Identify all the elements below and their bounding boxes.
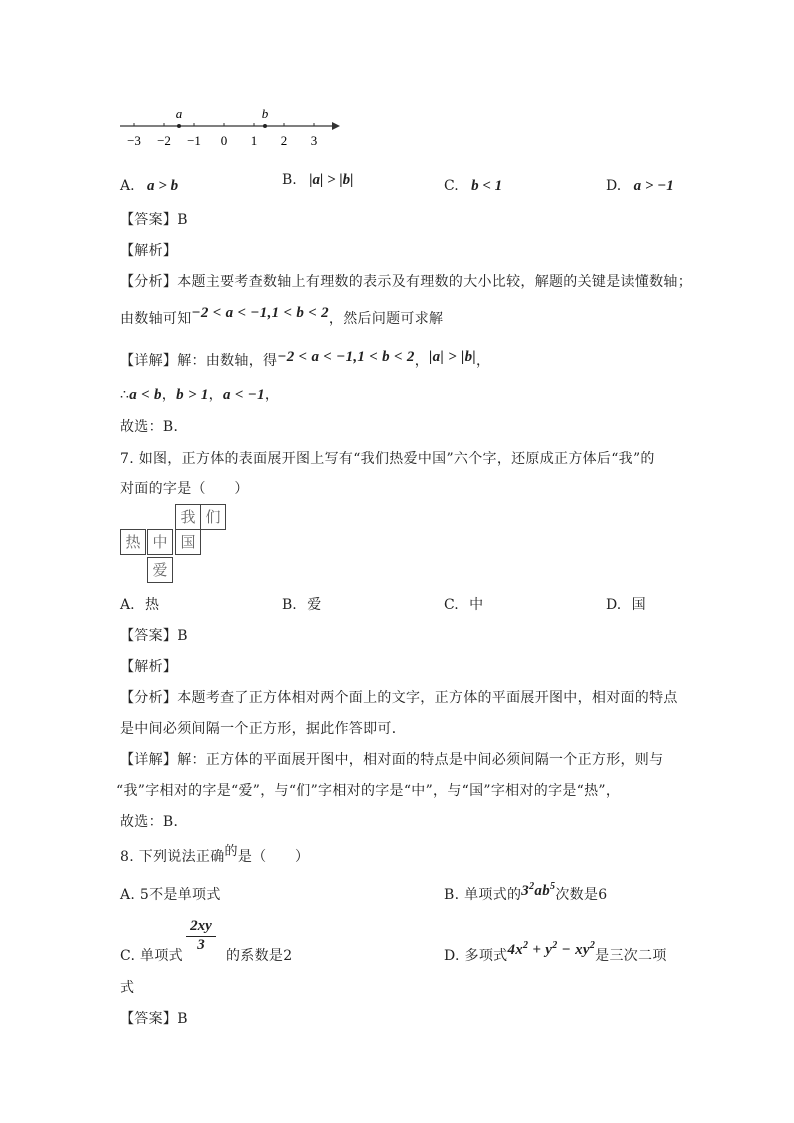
text-span: 8. 下列说法正确 [120, 849, 225, 865]
option-label: D. [606, 178, 622, 194]
math-part: ab [534, 883, 551, 899]
net-cell-zhong: 中 [147, 529, 173, 555]
number-line-figure [118, 104, 348, 150]
fraction-numerator: 2xy [186, 918, 216, 937]
math-expr [521, 883, 555, 899]
text-span: ， [476, 353, 491, 369]
option-text: 中 [469, 597, 484, 613]
text-span: 是三次二项 [595, 948, 667, 964]
tick-label: 0 [220, 133, 228, 148]
math-exp: 2 [552, 940, 558, 951]
q7-choose: 故选：B． [120, 814, 188, 830]
option-text: 爱 [307, 597, 322, 613]
q7-xiangjie-line2: “我”字相对的字是“爱”，与“们”字相对的字是“中”，与“国”字相对的字是“热”， [116, 783, 621, 799]
cube-net-figure [120, 504, 232, 584]
math-exp: 2 [529, 881, 535, 892]
option-math: a > −1 [633, 178, 674, 194]
q7-answer: 【答案】B [120, 628, 188, 644]
option-label: A. [120, 178, 135, 194]
text-span: ， [161, 387, 177, 403]
math-exp: 5 [550, 881, 556, 892]
math-expr [507, 942, 595, 958]
tick-label: −1 [187, 133, 201, 148]
tick-label: −2 [157, 133, 171, 148]
tick-label: 1 [250, 133, 258, 148]
text-span: ， [414, 353, 430, 369]
option-label: A. [120, 597, 135, 613]
option-label: B. [282, 172, 297, 188]
q8-option-d [444, 940, 667, 965]
point-a-label: a [175, 106, 183, 121]
math-expr: b > 1 [176, 387, 209, 403]
math-exp: 2 [523, 940, 529, 951]
q7-fenxi-line1: 【分析】本题考查了正方体相对两个面上的文字，正方体的平面展开图中，相对面的特点 [120, 690, 678, 706]
q8-option-d-wrap: 式 [120, 980, 135, 996]
option-text: 国 [631, 597, 646, 613]
math-abs: |a| > |b| [429, 349, 477, 365]
text-span: 是（ ） [237, 849, 310, 865]
math-part: + y [528, 942, 553, 958]
q6-answer: 【答案】B [120, 212, 188, 228]
q8-option-b [444, 881, 608, 904]
q7-option-a [120, 594, 159, 614]
math-inequality: −2 < a < −1,1 < b < 2 [277, 349, 415, 365]
q8-option-c-fraction [186, 918, 216, 954]
text-span: ，然后问题可求解 [328, 311, 444, 327]
point-b-dot [263, 124, 267, 128]
text-span: D. 多项式 [444, 948, 508, 964]
q7-question-line2: 对面的字是（ ） [120, 481, 249, 497]
q8-option-a: A. 5不是单项式 [120, 887, 221, 903]
q7-option-b [282, 594, 321, 614]
option-label: B. [282, 597, 297, 613]
q6-therefore [120, 384, 279, 404]
point-a-dot [177, 124, 181, 128]
math-part: 3 [521, 883, 530, 899]
point-b-label: b [261, 106, 269, 121]
math-part: − xy [557, 942, 590, 958]
option-label: C. [444, 597, 459, 613]
q6-choose: 故选：B． [120, 419, 188, 435]
math-part: 4x [507, 942, 524, 958]
text-span: B. 单项式的 [444, 887, 522, 903]
text-span: 次数是6 [555, 887, 608, 903]
text-span: ， [208, 387, 223, 403]
text-span: 【详解】解：由数轴，得 [120, 353, 278, 369]
net-cell-wo: 我 [175, 504, 201, 530]
option-math: a > b [147, 178, 179, 194]
tick-label: 3 [310, 133, 318, 148]
net-cell-ai: 爱 [147, 557, 173, 583]
tick-label: −3 [127, 133, 141, 148]
q6-option-d [606, 178, 674, 195]
q6-xiangjie [120, 350, 490, 370]
option-label: C. [444, 178, 459, 194]
option-text: 热 [145, 597, 160, 613]
fraction-denominator: 3 [197, 937, 205, 953]
q6-analysis-title: 【解析】 [120, 243, 178, 259]
therefore-symbol: ∴ [120, 387, 130, 403]
tick-label: 2 [280, 133, 288, 148]
q7-option-c [444, 594, 483, 614]
text-span: ， [264, 387, 280, 403]
q6-option-a [120, 178, 178, 195]
q8-answer: 【答案】B [120, 1011, 188, 1027]
option-label: D. [606, 597, 622, 613]
text-span: 由数轴可知 [120, 311, 192, 327]
q6-option-c [444, 178, 502, 195]
math-expr: a < −1 [222, 387, 265, 403]
q8-question [120, 846, 309, 866]
math-inequality: −2 < a < −1,1 < b < 2 [191, 305, 329, 321]
q8-option-c-text: 的系数是2 [226, 948, 293, 964]
q7-option-d [606, 594, 646, 614]
option-math: b < 1 [471, 178, 503, 194]
q7-analysis-title: 【解析】 [120, 659, 178, 675]
q8-option-c-label: C. 单项式 [120, 948, 183, 964]
net-cell-guo: 国 [175, 529, 201, 555]
text-span: 的 [224, 844, 238, 859]
q6-option-b [282, 172, 353, 189]
net-cell-re: 热 [120, 529, 146, 555]
q7-fenxi-line2: 是中间必须间隔一个正方形，据此作答即可． [120, 721, 406, 737]
option-math: |a| > |b| [309, 172, 354, 188]
q6-fenxi-line1: 【分析】本题主要考查数轴上有理数的表示及有理数的大小比较，解题的关键是读懂数轴； [120, 274, 692, 290]
math-exp: 2 [589, 940, 596, 951]
q6-fenxi-line2 [120, 305, 444, 328]
math-expr: a < b [129, 387, 162, 403]
net-cell-men: 们 [200, 504, 226, 530]
number-line-arrow [332, 122, 340, 130]
q7-question-line1: 7. 如图，正方体的表面展开图上写有“我们热爱中国”六个字，还原成正方体后“我”的 [120, 451, 655, 467]
q7-xiangjie-line1: 【详解】解：正方体的平面展开图中，相对面的特点是中间必须间隔一个正方形，则与 [120, 752, 664, 768]
